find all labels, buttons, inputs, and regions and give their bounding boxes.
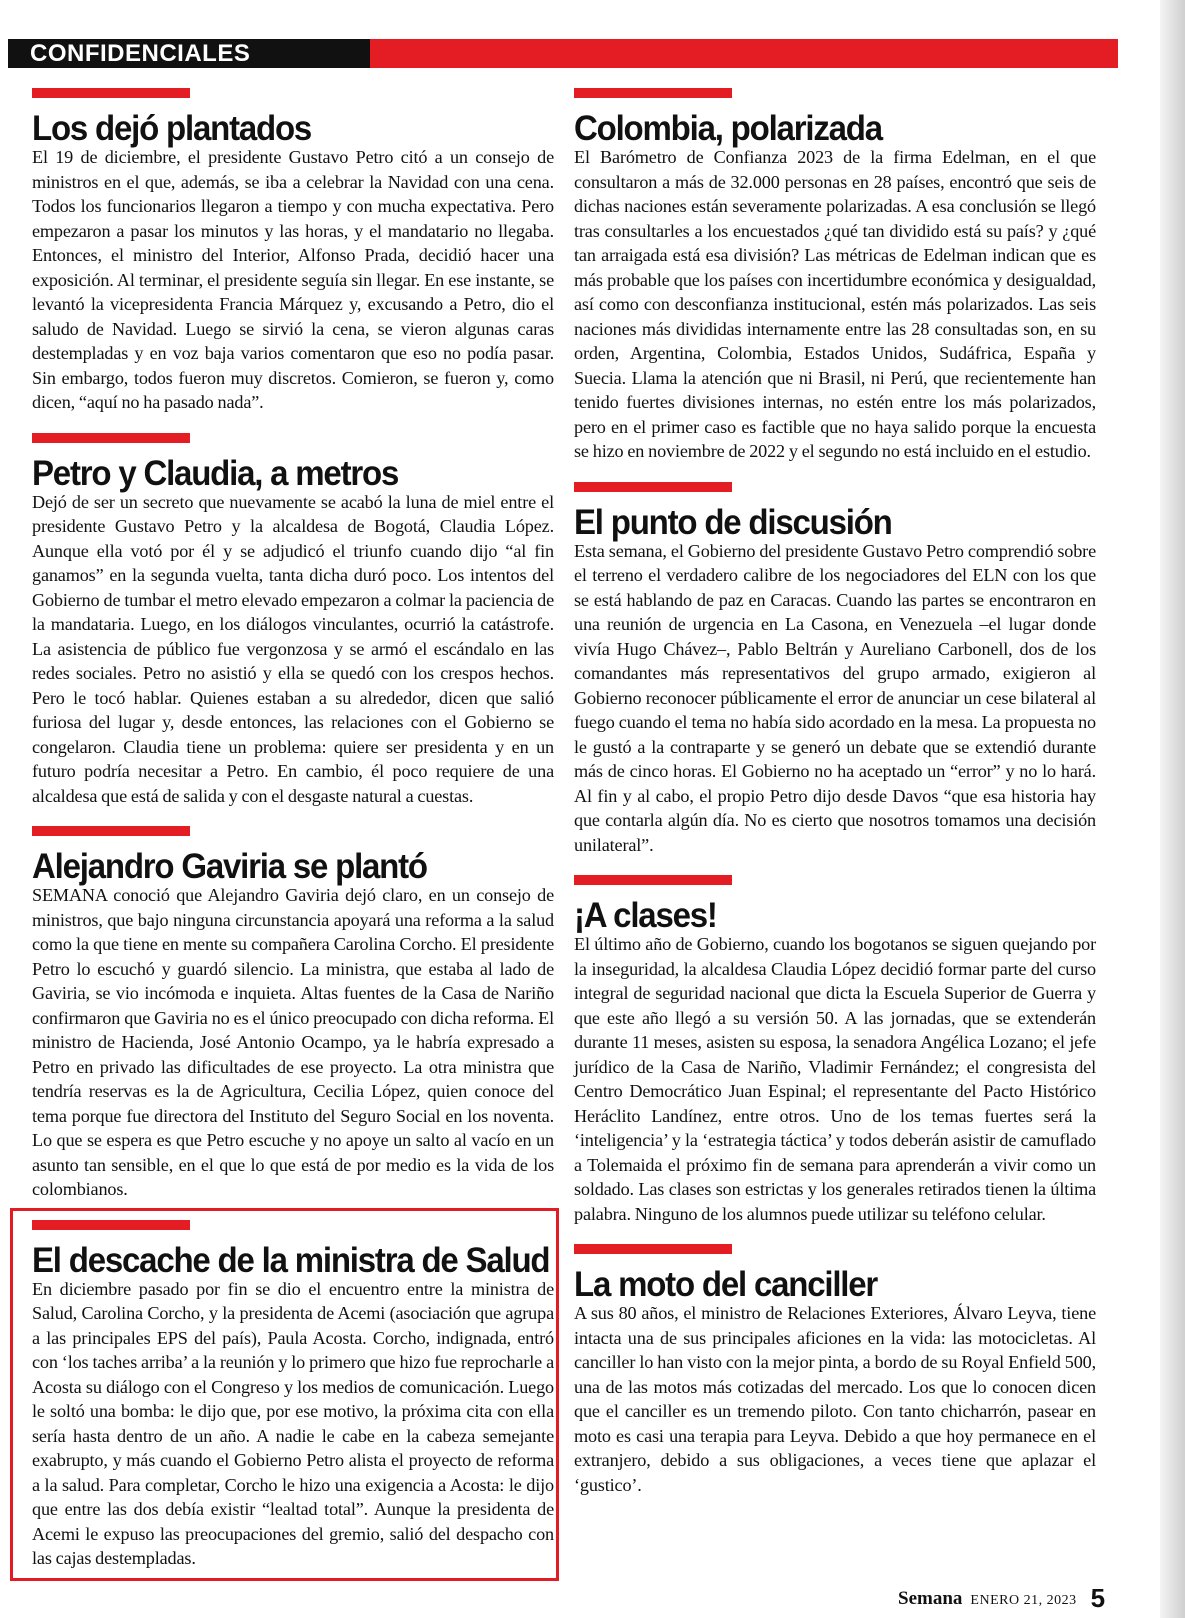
article-moto-del-canciller bbox=[574, 1244, 1096, 1497]
article-body: El último año de Gobierno, cuando los bogotanos se siguen quejando por la inseguridad, la alcaldesa Claudia López decidió formar parte del curso integral de seguridad nacional que dicta la Escuela Superior de Guerra y que este año llegó a su versión 50. A las jornadas, que se extenderán durante 11 meses, asisten su esposa, la senadora Angélica Lozano; el jefe jurídico de la Casa de Nariño, Vladimir Fernández; el congresista del Centro Democrático Juan Espinal; el representante del Pacto Histórico Heráclito Landínez, entre otros. Uno de los temas fuertes será la ‘inteligencia’ y la ‘estrategia táctica’ y todos deberán asistir de camuflado a Tolemaida el próximo fin de semana para aprenderán a vivir como un soldado. Las clases son estrictas y los generales retirados tienen la última palabra. Ninguno de los alumnos puede utilizar su teléfono celular. bbox=[574, 934, 1096, 1224]
article-red-rule bbox=[32, 433, 190, 443]
article-punto-de-discusion bbox=[574, 482, 1096, 858]
article-alejandro-gaviria bbox=[32, 826, 554, 1202]
footer-page-number: 5 bbox=[1090, 1583, 1106, 1613]
section-title: CONFIDENCIALES bbox=[30, 40, 251, 67]
article-headline: El descache de la ministra de Salud bbox=[32, 1239, 550, 1280]
article-red-rule bbox=[574, 1244, 732, 1254]
article-body: Dejó de ser un secreto que nuevamente se acabó la luna de miel entre el presidente Gustavo Petro y la alcaldesa de Bogotá, Claudia López. Aunque ella votó por él y se adjudicó el triunfo cuando dijo “al fin ganamos” en la segunda vuelta, tanta dicha duró poco. Los intentos del Gobierno de tumbar el metro elevado empezaron a colmar la paciencia de la mandataria. Luego, en los diálogos vinculantes, ocurrió la catástrofe. La asistencia de público fue vergonzosa y se armó el escándalo en las redes sociales. Petro no asistió y ella se quedó con los crespos hechos. Pero le tocó hablar. Quienes estaban a su alrededor, dicen que salió furiosa del lugar y, desde entonces, las relaciones con el Gobierno se congelaron. Claudia tiene un problema: quiere ser presidenta y en un futuro podría necesitar a Petro. En cambio, él poco requiere de una alcaldesa que está de salida y con el desgaste natural a cuestas. bbox=[32, 491, 554, 806]
article-a-clases bbox=[574, 875, 1096, 1226]
page-edge-shadow bbox=[1160, 0, 1185, 1618]
article-red-rule bbox=[574, 875, 732, 885]
article-red-rule bbox=[32, 88, 190, 98]
footer-magazine-name: Semana bbox=[898, 1588, 963, 1609]
highlight-box bbox=[10, 1208, 559, 1581]
article-body: En diciembre pasado por fin se dio el encuentro entre la ministra de Salud, Carolina Corcho, y la presidenta de Acemi (asociación que agrupa a las principales EPS del país), Paula Acosta. Corcho, indignada, entró con ‘los taches arriba’ a la reunión y lo primero que hizo fue reprocharle a Acosta su diálogo con el Congreso y los medios de comunicación. Luego le soltó una bomba: le dijo que, por ese motivo, la próxima cita con ella sería hasta dentro de un año. A nadie le cabe en la cabeza semejante exabrupto, y más cuando el Gobierno Petro alista el proyecto de reforma a la salud. Para completar, Corcho le hizo una exigencia a Acosta: le dijo que entre las dos debía existir “lealtad total”. Aunque la presidenta de Acemi le expuso las preocupaciones del gremio, salió del despacho con las cajas destempladas. bbox=[32, 1278, 554, 1568]
article-body: SEMANA conoció que Alejandro Gaviria dejó claro, en un consejo de ministros, que bajo ninguna circunstancia apoyará una reforma a la salud como la que tiene en mente su compañera Carolina Corcho. El presidente Petro lo escuchó y guardó silencio. La ministra, que estaba al lado de Gaviria, se vio incómoda e inquieta. Altas fuentes de la Casa de Nariño confirmaron que Gaviria no es el único preocupado con dicha reforma. El ministro de Hacienda, José Antonio Ocampo, ya le habría expresado a Petro en privado las dificultades de ese proyecto. La otra ministra que tendría reservas es la de Agricultura, Cecilia López, quien conoce del tema porque fue directora del Instituto del Seguro Social en los noventa. Lo que se espera es que Petro escuche y no apoye un salto al vacío en un asunto tan sensible, en el que lo que está de por medio es la vida de los colombianos. bbox=[32, 885, 554, 1199]
article-body: A sus 80 años, el ministro de Relaciones Exteriores, Álvaro Leyva, tiene intacta una de sus principales aficiones en la vida: las motocicletas. Al canciller lo han visto con la mejor pinta, a bordo de su Royal Enfield 500, una de las motos más cotizadas del mercado. Los que lo conocen dicen que el canciller es un tremendo piloto. Con tanto chicharrón, pasear en moto es casi una terapia para Leyva. Debido a que hoy permanece en el extranjero, debido a sus obligaciones, a veces tiene que aplazar el ‘gustico’. bbox=[574, 1303, 1096, 1495]
article-headline: ¡A clases! bbox=[574, 894, 717, 935]
article-body: Esta semana, el Gobierno del presidente Gustavo Petro comprendió sobre el terreno el verdadero calibre de los negociadores del ELN con los que se está hablando de paz en Caracas. Cuando las partes se encontraron en una reunión de urgencia en La Casona, en Venezuela –el lugar donde vivía Hugo Chávez–, Pablo Beltrán y Aureliano Carbonell, dos de los comandantes más representativos del grupo armado, exigieron al Gobierno reconocer públicamente el error de anunciar un cese bilateral al fuego cuando el tema no había sido acordado en la mesa. La propuesta no le gustó a la contraparte y se generó un debate que se extendió durante más de cinco horas. El Gobierno no ha aceptado un “error” y no lo hará. Al fin y al cabo, el propio Petro dijo desde Davos “que esa historia hay que contarla algún día. No es cierto que nosotros tomamos una decisión unilateral”. bbox=[574, 540, 1096, 855]
article-headline: Los dejó plantados bbox=[32, 107, 312, 148]
article-colombia-polarizada bbox=[574, 88, 1096, 464]
article-petro-y-claudia bbox=[32, 433, 554, 809]
right-column bbox=[574, 88, 1096, 1515]
article-body: El Barómetro de Confianza 2023 de la firma Edelman, en el que consultaron a más de 32.000 personas en 28 países, encontró que seis de dichas naciones están severamente polarizadas. A esa conclusión se llegó tras consultarles a los encuestados ¿qué tan dividido está su país? y ¿qué tan arraigada está esa división? Las métricas de Edelman indican que es más probable que los países con incertidumbre económica y desigualdad, así como con desconfianza institucional, estén más polarizados. Las seis naciones más divididas internamente entre las 28 consultadas son, en su orden, Argentina, Colombia, Estados Unidos, Sudáfrica, España y Suecia. Llama la atención que ni Brasil, ni Perú, que recientemente han tenido fuertes divisiones internas, no estén entre los más polarizados, pero en el primer caso es factible que no haya salido porque la encuesta se hizo en noviembre de 2022 y el segundo no está incluido en el estudio. bbox=[574, 147, 1096, 461]
article-headline: Colombia, polarizada bbox=[574, 107, 882, 148]
article-red-rule bbox=[574, 88, 732, 98]
article-los-dejo-plantados bbox=[32, 88, 554, 415]
article-headline: Alejandro Gaviria se plantó bbox=[32, 845, 427, 886]
article-headline: Petro y Claudia, a metros bbox=[32, 452, 399, 493]
article-headline: La moto del canciller bbox=[574, 1263, 878, 1304]
page-footer bbox=[898, 1580, 1106, 1613]
article-headline: El punto de discusión bbox=[574, 501, 892, 542]
article-red-rule bbox=[574, 482, 732, 492]
article-red-rule bbox=[32, 826, 190, 836]
article-body: El 19 de diciembre, el presidente Gustavo Petro citó a un consejo de ministros en el que, además, se iba a celebrar la Navidad con una cena. Todos los funcionarios llegaron a tiempo y con mucha expectativa. Pero empezaron a pasar los minutos y las horas, y el mandatario no llegaba. Entonces, el ministro del Interior, Alfonso Prada, decidió hacer una exposición. Al terminar, el presidente seguía sin llegar. En ese instante, se levantó la vicepresidenta Francia Márquez y, excusando a Petro, dio el saludo de Navidad. Luego se sirvió la cena, se vieron algunas caras destempladas y en voz baja varios comentaron que eso no podía pasar. Sin embargo, todos fueron muy discretos. Comieron, se fueron y, como dicen, “aquí no ha pasado nada”. bbox=[32, 147, 554, 412]
footer-date: ENERO 21, 2023 bbox=[970, 1593, 1077, 1608]
